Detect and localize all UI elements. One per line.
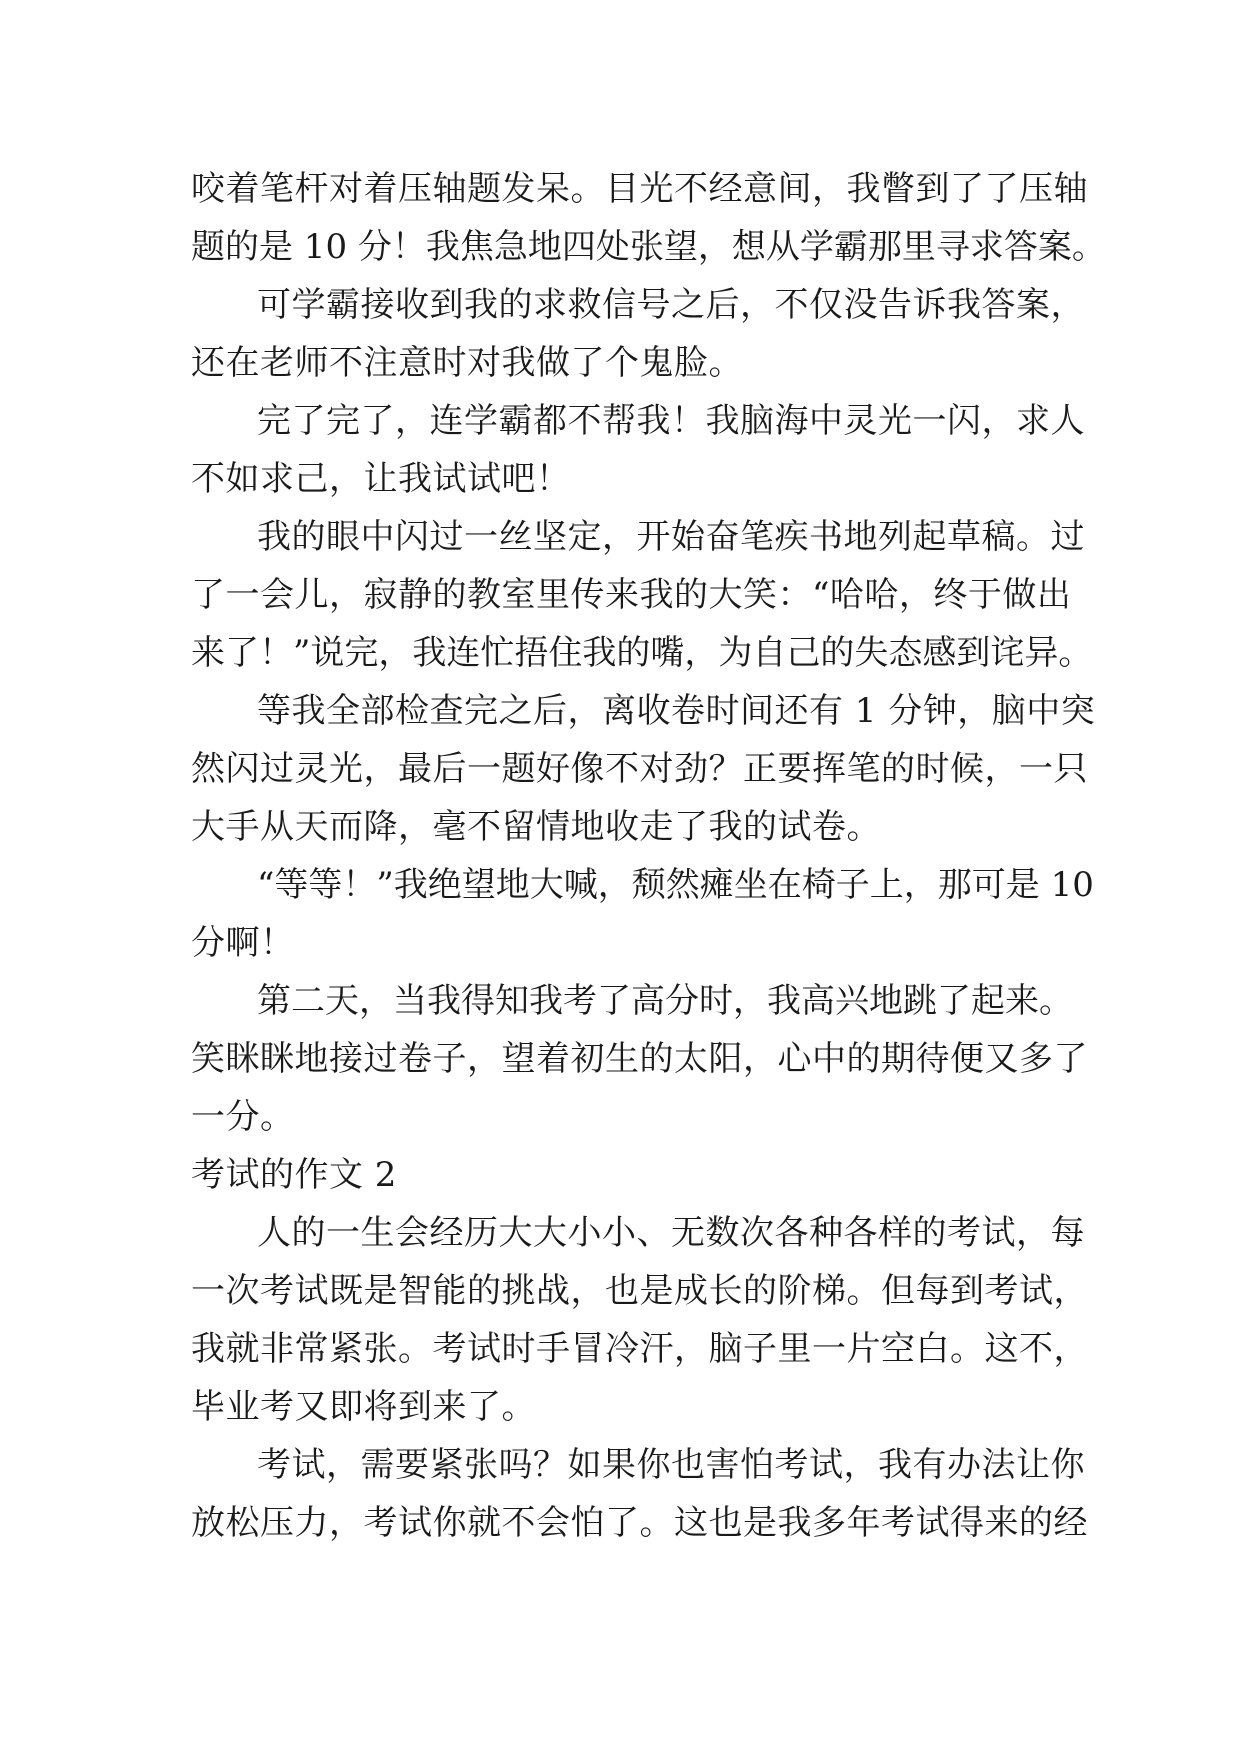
text-line: 一次考试既是智能的挑战，也是成长的阶梯。但每到考试， — [191, 1271, 1088, 1311]
text-line: 了一会儿，寂静的教室里传来我的大笑：“哈哈，终于做出 — [191, 575, 1072, 615]
text-line: 题的是 10 分！我焦急地四处张望，想从学霸那里寻求答案。 — [191, 227, 1106, 267]
paragraph-start-line: 等我全部检查完之后，离收卷时间还有 1 分钟，脑中突 — [257, 691, 1096, 731]
paragraph-start-line: 完了完了，连学霸都不帮我！我脑海中灵光一闪，求人 — [257, 401, 1085, 441]
paragraph-start-line: 人的一生会经历大大小小、无数次各种各样的考试，每 — [257, 1213, 1085, 1253]
text-line: 我就非常紧张。考试时手冒冷汗，脑子里一片空白。这不， — [191, 1329, 1088, 1369]
paragraph-start-line: 考试，需要紧张吗？如果你也害怕考试，我有办法让你 — [257, 1445, 1085, 1485]
text-line: 然闪过灵光，最后一题好像不对劲？正要挥笔的时候，一只 — [191, 749, 1088, 789]
text-line: 放松压力，考试你就不会怕了。这也是我多年考试得来的经 — [191, 1503, 1088, 1543]
text-line: 大手从天而降，毫不留情地收走了我的试卷。 — [191, 807, 881, 847]
text-line: 分啊！ — [191, 923, 295, 963]
text-line: 咬着笔杆对着压轴题发呆。目光不经意间，我瞥到了了压轴 — [191, 169, 1088, 209]
text-line: 还在老师不注意时对我做了个鬼脸。 — [191, 343, 743, 383]
paragraph-start-line: 可学霸接收到我的求救信号之后，不仅没告诉我答案， — [257, 285, 1085, 325]
text-line: 笑眯眯地接过卷子，望着初生的太阳，心中的期待便又多了 — [191, 1039, 1088, 1079]
text-line: 一分。 — [191, 1097, 295, 1137]
text-line: 毕业考又即将到来了。 — [191, 1387, 536, 1427]
text-line: 来了！”说完，我连忙捂住我的嘴，为自己的失态感到诧异。 — [191, 633, 1093, 673]
text-line: 不如求己，让我试试吧！ — [191, 459, 571, 499]
paragraph-start-line: “等等！”我绝望地大喊，颓然瘫坐在椅子上，那可是 10 — [257, 865, 1094, 905]
paragraph-start-line: 我的眼中闪过一丝坚定，开始奋笔疾书地列起草稿。过 — [257, 517, 1085, 557]
section-heading: 考试的作文 2 — [191, 1155, 397, 1195]
document-body — [191, 160, 1106, 1552]
paragraph-start-line: 第二天，当我得知我考了高分时，我高兴地跳了起来。 — [257, 981, 1073, 1021]
